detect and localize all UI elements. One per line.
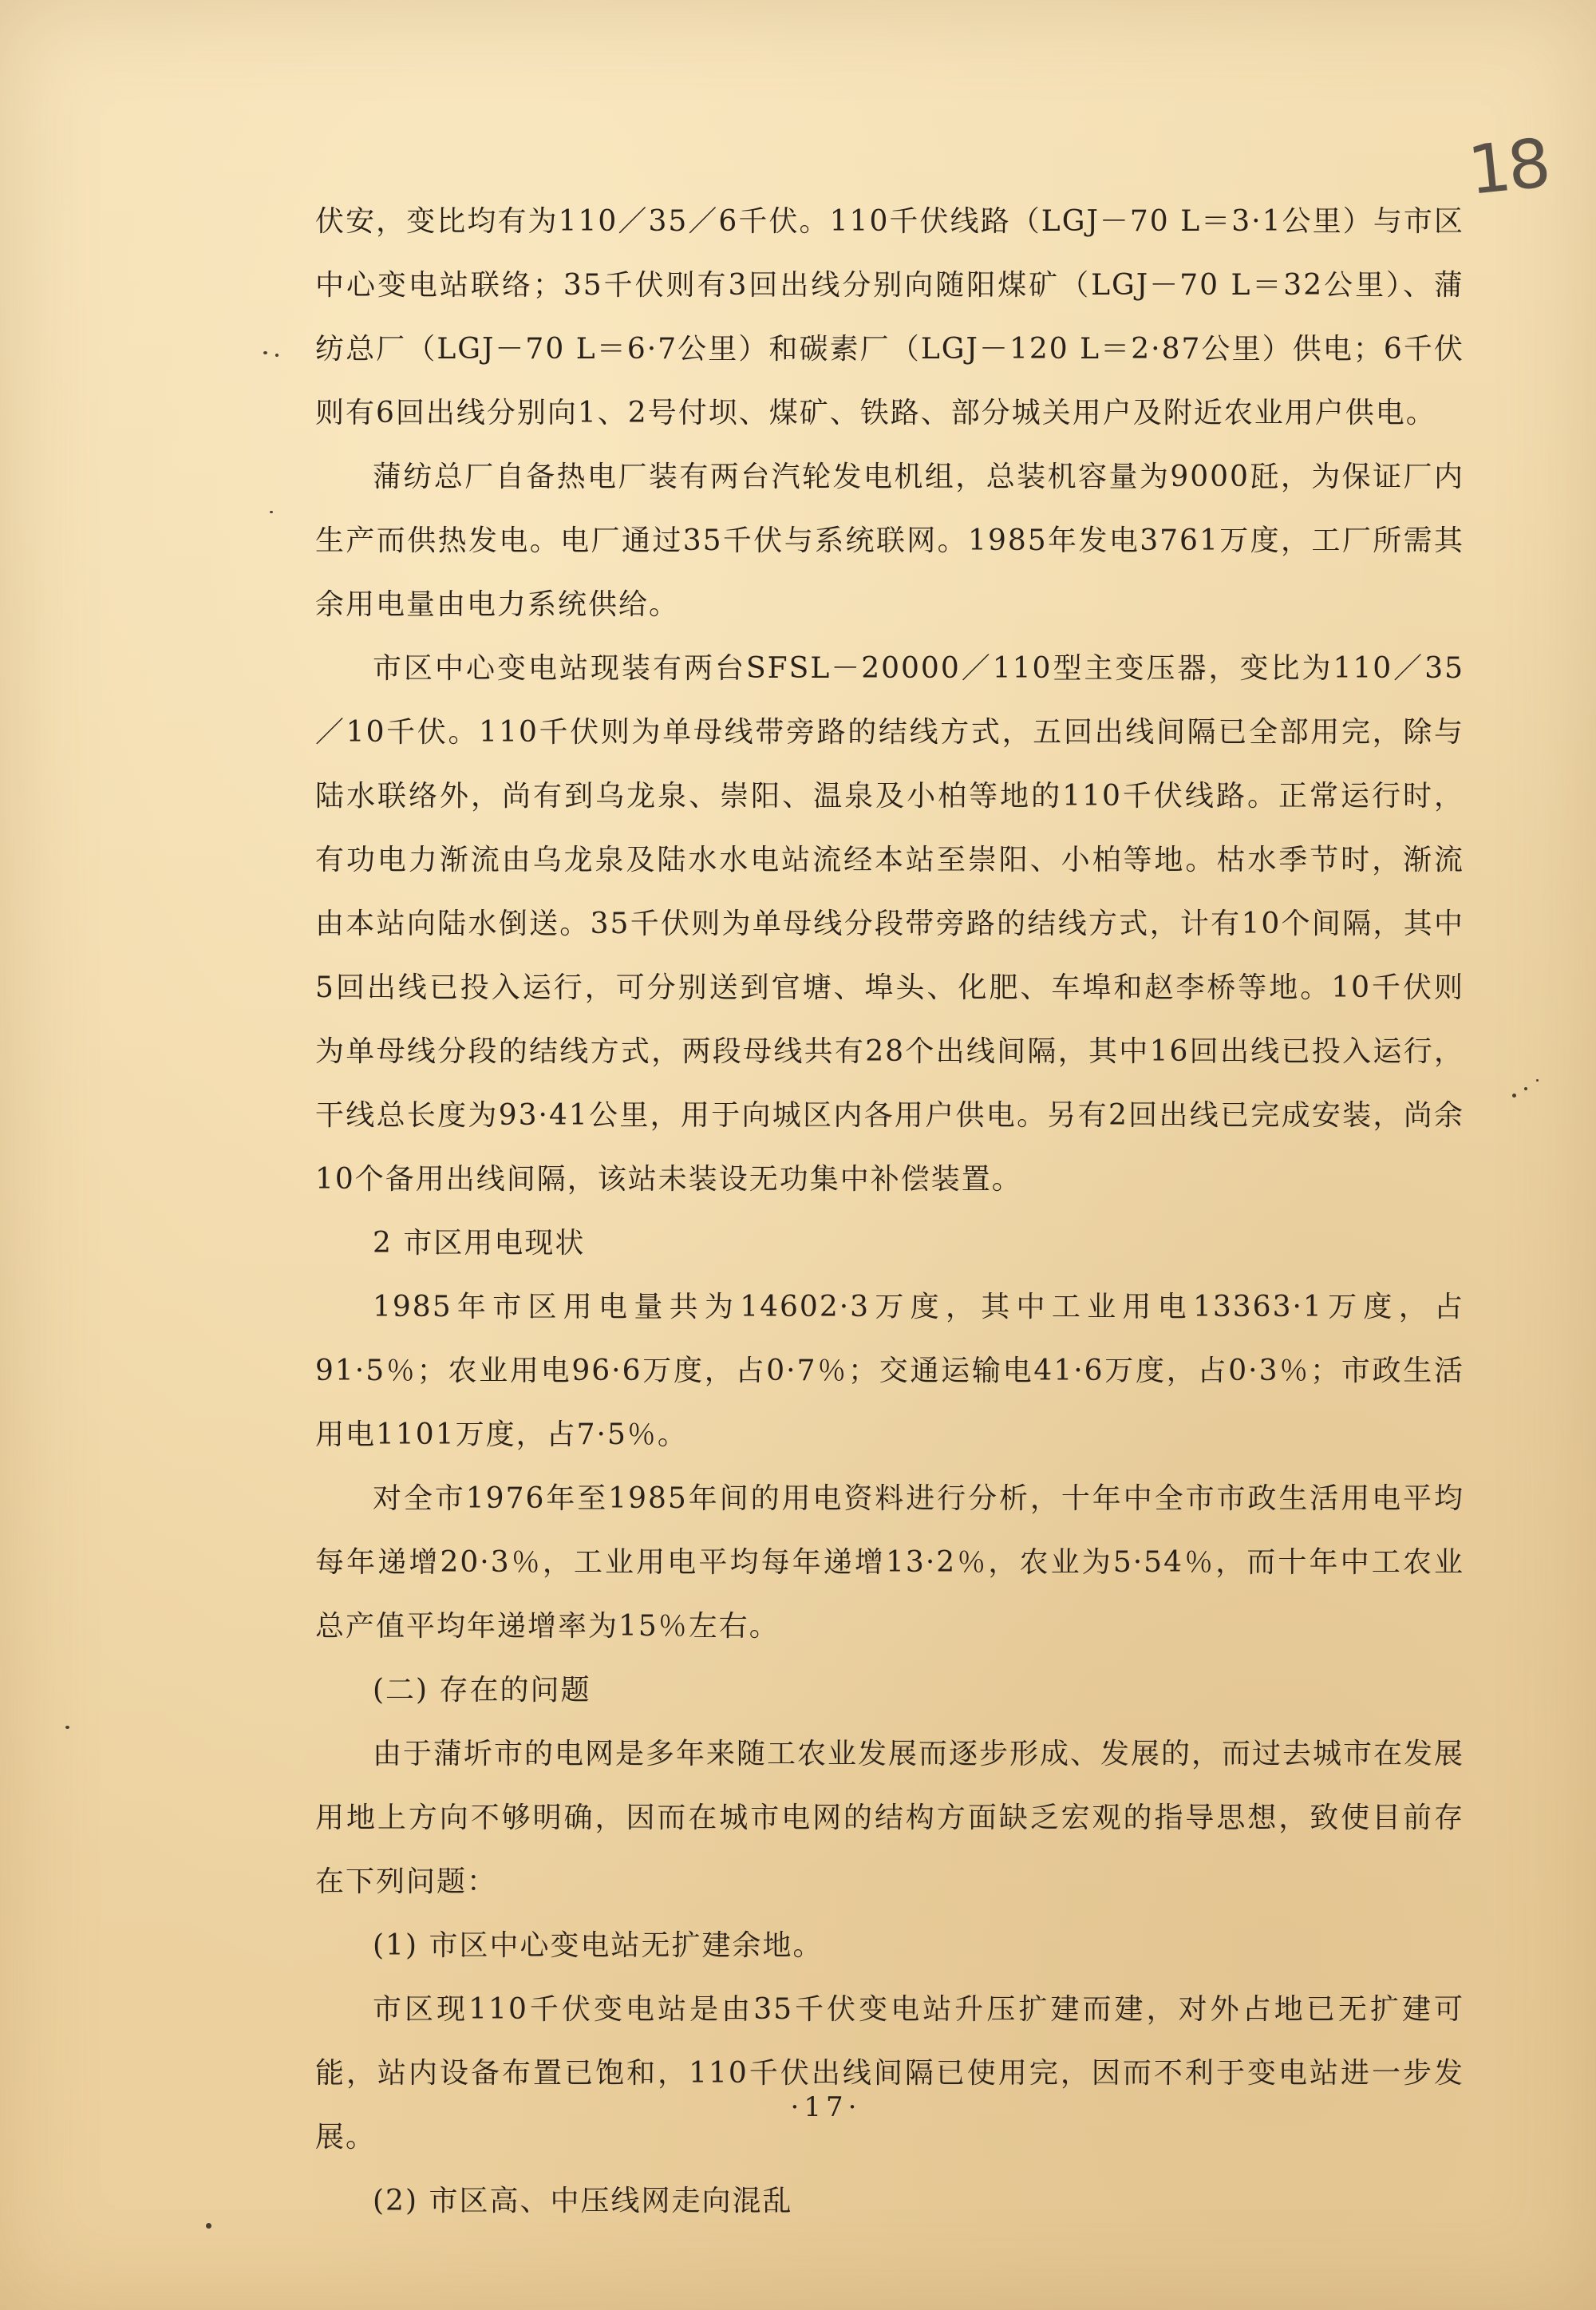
scan-speck [270,511,273,513]
paragraph-usage-growth: 对全市1976年至1985年间的用电资料进行分析，十年中全市市政生活用电平均每年递增20·3％，工业用电平均每年递增13·2％，农业为5·54％，而十年中工农业总产值平均年递增率为15％左右。 [315,1482,1464,1643]
problem-item-1-text: 市区现110千伏变电站是由35千伏变电站升压扩建而建，对外占地已无扩建可能，站内设备布置已饱和，110千伏出线间隔已使用完，因而不利于变电站进一步发展。 [315,1993,1464,2154]
section-heading-power-usage: 2 市区用电现状 [373,1227,586,1260]
paragraph-problems-intro: 由于蒲圻市的电网是多年来随工农业发展而逐步形成、发展的，而过去城市在发展用地上方向不够明确，因而在城市电网的结构方面缺乏宏观的指导思想，致使目前存在下列问题： [315,1738,1465,1898]
page-number: ·17· [790,2091,862,2123]
scan-speck [275,354,279,357]
problem-item-2-heading: (2) 市区高、中压线网走向混乱 [373,2185,793,2217]
problem-item-1-heading: (1) 市区中心变电站无扩建余地。 [373,1929,824,1962]
paragraph-usage-1985: 1985年市区用电量共为14602·3万度，其中工业用电13363·1万度，占91·5％；农业用电96·6万度，占0·7％；交通运输电41·6万度，占0·3％；市政生活用电1101万度，占7·5％。 [315,1291,1464,1451]
section-heading-problems: (二) 存在的问题 [373,1674,591,1707]
scan-speck [1512,1094,1516,1098]
scan-speck [263,351,267,354]
paragraph-continued: 伏安，变比均有为110／35／6千伏。110千伏线路（LGJ－70 L＝3·1公里）与市区中心变电站联络；35千伏则有3回出线分别向随阳煤矿（LGJ－70 L＝32公里）、蒲纺总厂（LGJ－70 L＝6·7公里）和碳素厂（LGJ－120 L＝2·87公里）供电；6千伏则有6回出线分别向1、2号付坝、煤矿、铁路、部分城关用户及附近农业用户供电。 [315,205,1464,429]
handwritten-page-number: 18 [1464,124,1551,210]
document-body [315,190,1464,2233]
scan-speck [1524,1087,1527,1090]
scan-speck [1536,1079,1539,1082]
scan-speck [206,2223,211,2229]
paragraph-power-plant: 蒲纺总厂自备热电厂装有两台汽轮发电机组，总装机容量为9000瓩，为保证厂内生产而供热发电。电厂通过35千伏与系统联网。1985年发电3761万度，工厂所需其余用电量由电力系统供给。 [315,461,1464,621]
paragraph-central-substation: 市区中心变电站现装有两台SFSL－20000／110型主变压器，变比为110／35／10千伏。110千伏则为单母线带旁路的结线方式，五回出线间隔已全部用完，除与陆水联络外，尚有到乌龙泉、崇阳、温泉及小柏等地的110千伏线路。正常运行时，有功电力渐流由乌龙泉及陆水水电站流经本站至崇阳、小柏等地。枯水季节时，渐流由本站向陆水倒送。35千伏则为单母线分段带旁路的结线方式，计有10个间隔，其中5回出线已投入运行，可分别送到官塘、埠头、化肥、车埠和赵李桥等地。10千伏则为单母线分段的结线方式，两段母线共有28个出线间隔，其中16回出线已投入运行，干线总长度为93·41公里，用于向城区内各用户供电。另有2回出线已完成安装，尚余10个备用出线间隔，该站未装设无功集中补偿装置。 [315,652,1464,1196]
scan-speck [65,1726,69,1729]
